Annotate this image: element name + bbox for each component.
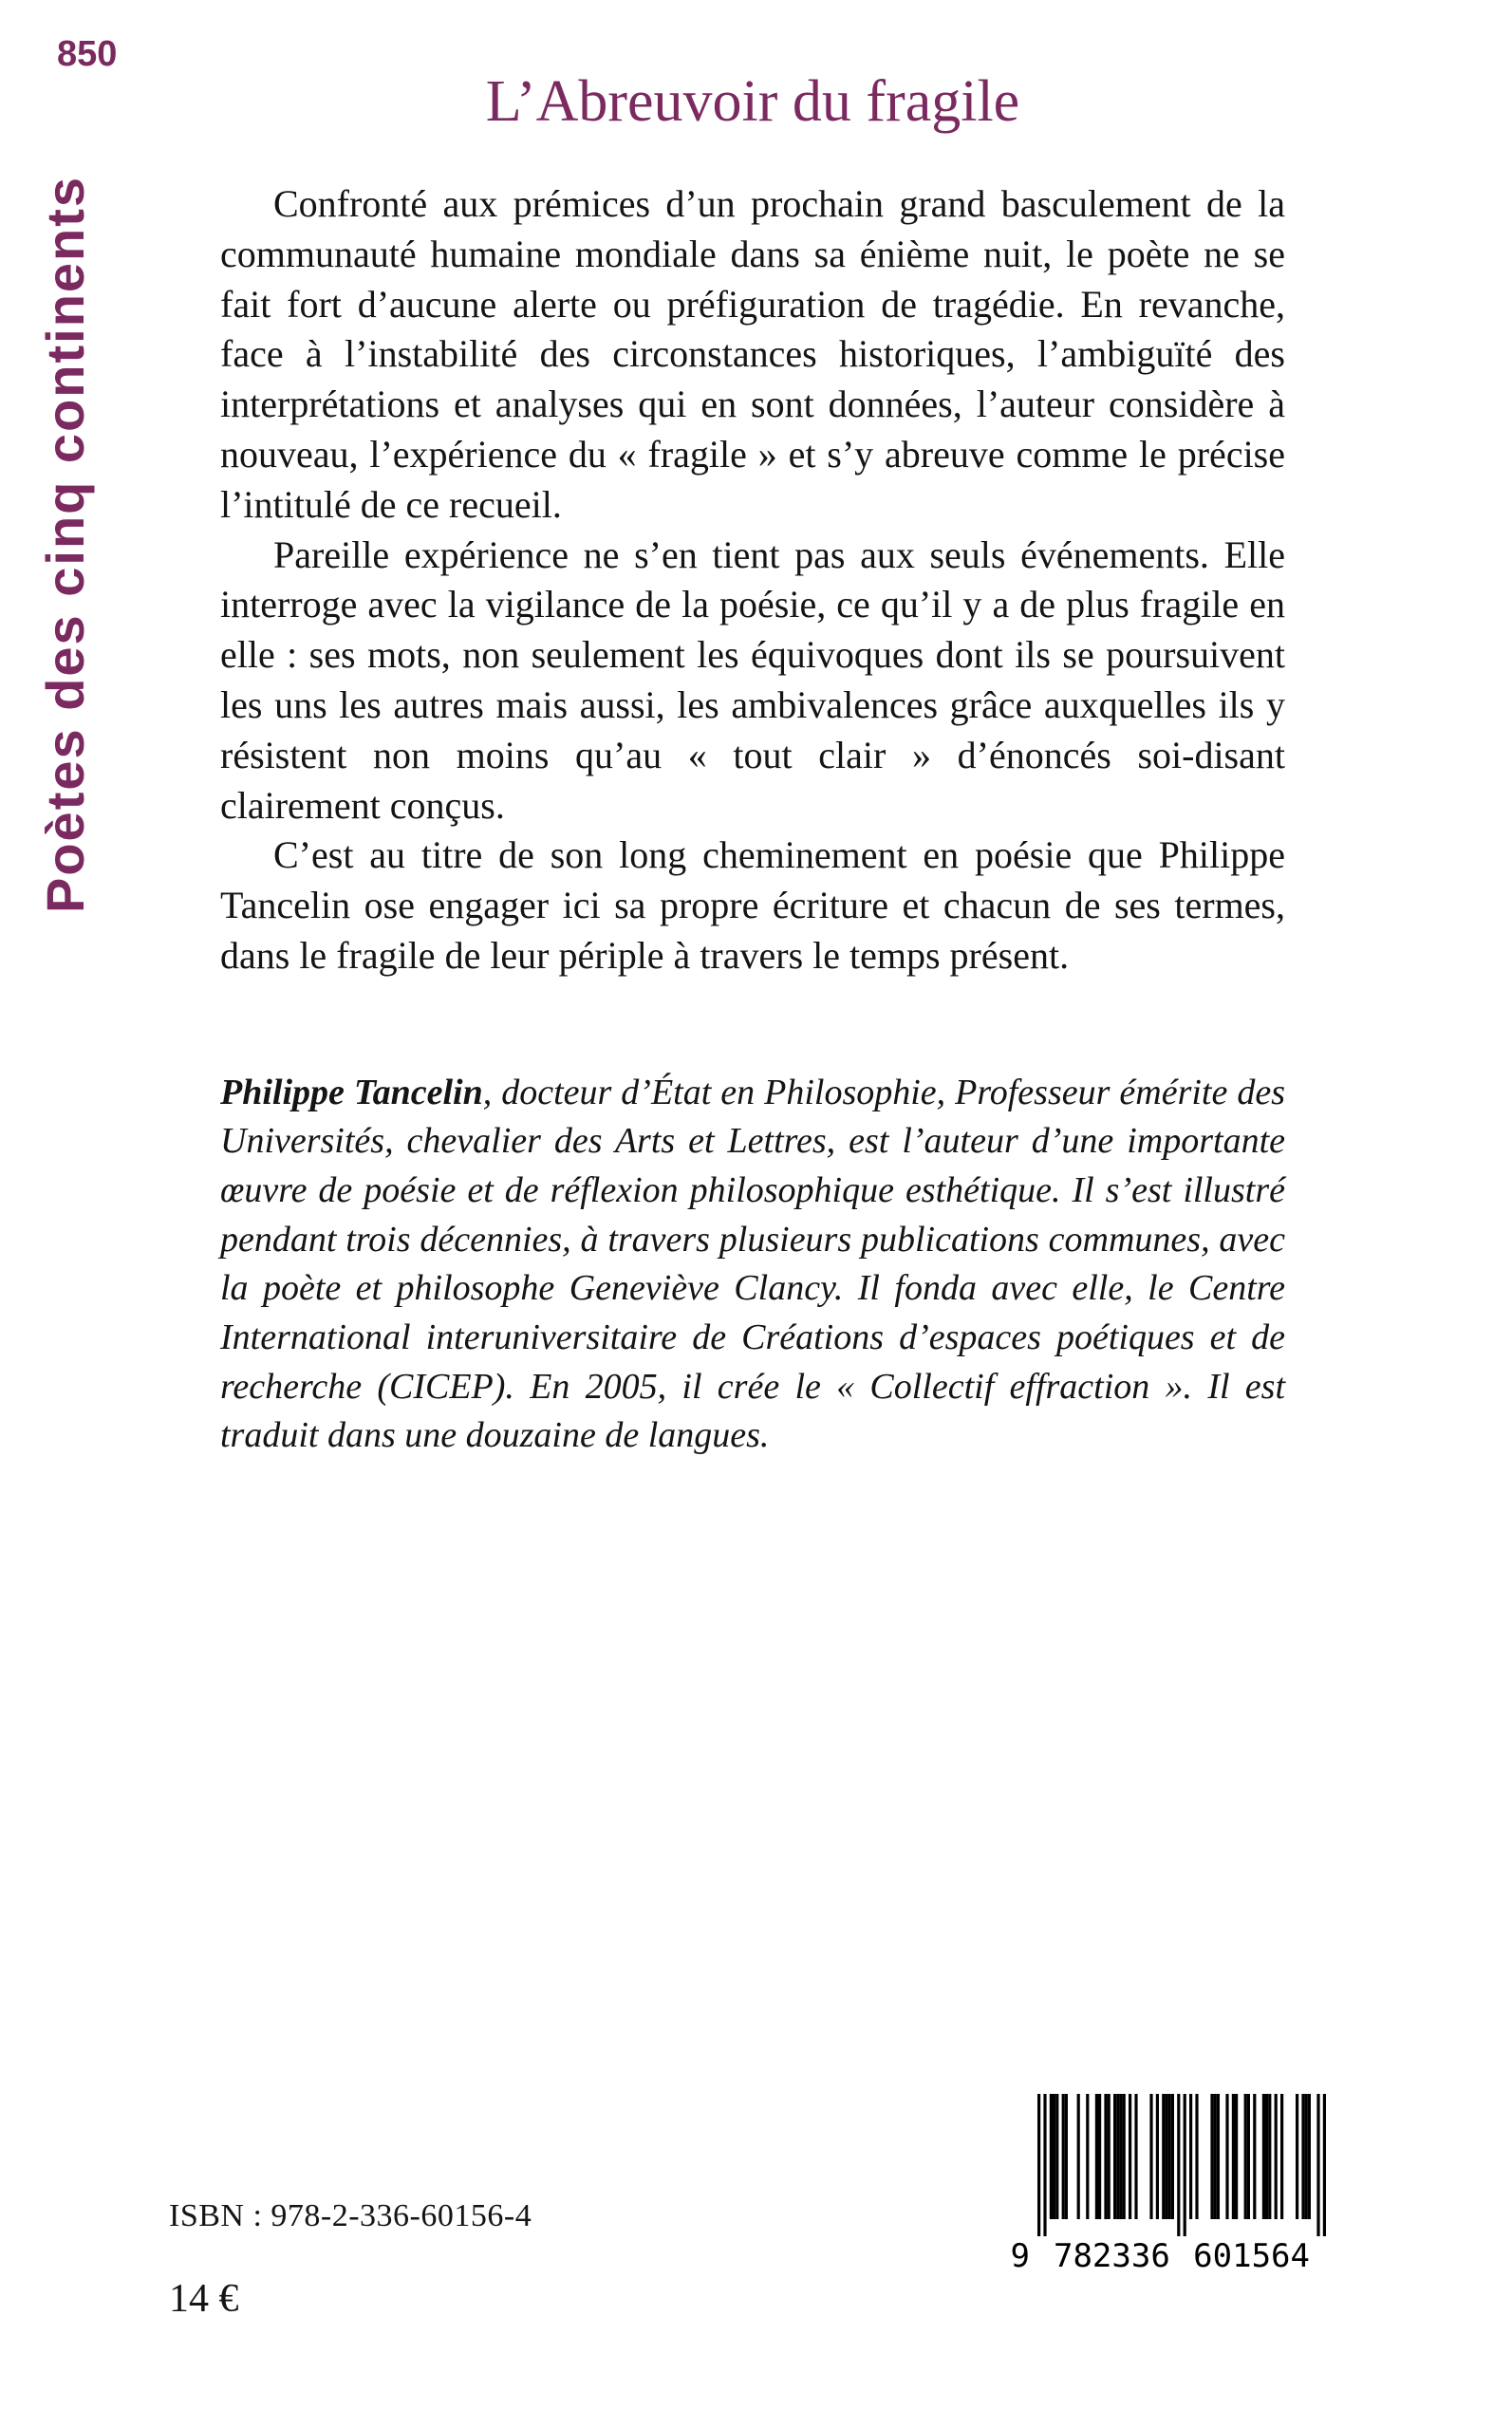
ean-barcode <box>1005 2094 1334 2272</box>
synopsis <box>220 179 1285 981</box>
main-text-column <box>220 68 1285 1461</box>
synopsis-paragraph-1: Confronté aux prémices d’un prochain grand basculement de la communauté humaine mondiale dans sa énième nuit, le poète ne se fait fort d’aucune alerte ou préfiguration de tragédie. En revanche, face à l’instabilité des circonstances historiques, l’ambiguïté des interprétations et analyses qui en sont données, l’auteur considère à nouveau, l’expérience du « fragile » et s’y abreuve comme le précise l’intitulé de ce recueil. <box>220 182 1285 526</box>
barcode-digits-right: 601564 <box>1193 2237 1311 2272</box>
author-name: Philippe Tancelin <box>220 1072 483 1112</box>
series-name-vertical: Poètes des cinq continents <box>35 175 95 913</box>
isbn-label: ISBN : 978-2-336-60156-4 <box>169 2198 532 2233</box>
collection-number: 850 <box>57 34 118 74</box>
book-title: L’Abreuvoir du fragile <box>485 69 1020 134</box>
barcode-digit-lead: 9 <box>1010 2237 1030 2272</box>
barcode-digits-left: 782336 <box>1053 2237 1170 2272</box>
price-label: 14 € <box>169 2277 239 2321</box>
synopsis-paragraph-3: C’est au titre de son long cheminement en poésie que Philippe Tancelin ose engager ici sa propre écriture et chacun de ses termes, dans le fragile de leur périple à travers le temps présent. <box>220 833 1285 977</box>
synopsis-paragraph-2: Pareille expérience ne s’en tient pas aux seuls événements. Elle interroge avec la vigilance de la poésie, ce qu’il y a de plus fragile en elle : ses mots, non seulement les équivoques dont ils se poursuivent les uns les autres mais aussi, les ambivalences grâce auxquelles ils y résistent non moins qu’au « tout clair » d’énoncés soi-disant clairement conçus. <box>220 532 1285 827</box>
author-bio-text: , docteur d’État en Philosophie, Professeur émérite des Universités, chevalier des Arts et Lettres, est l’auteur d’une importante œuvre de poésie et de réflexion philosophique esthétique. Il s’est illustré pendant trois décennies, à travers plusieurs publications communes, avec la poète et philosophe Geneviève Clancy. Il fonda avec elle, le Centre International interuniversitaire de Créations d’espaces poétiques et de recherche (CICEP). En 2005, il crée le « Collectif effraction ». Il est traduit dans une douzaine de langues. <box>220 1072 1285 1456</box>
author-bio <box>220 1069 1285 1461</box>
